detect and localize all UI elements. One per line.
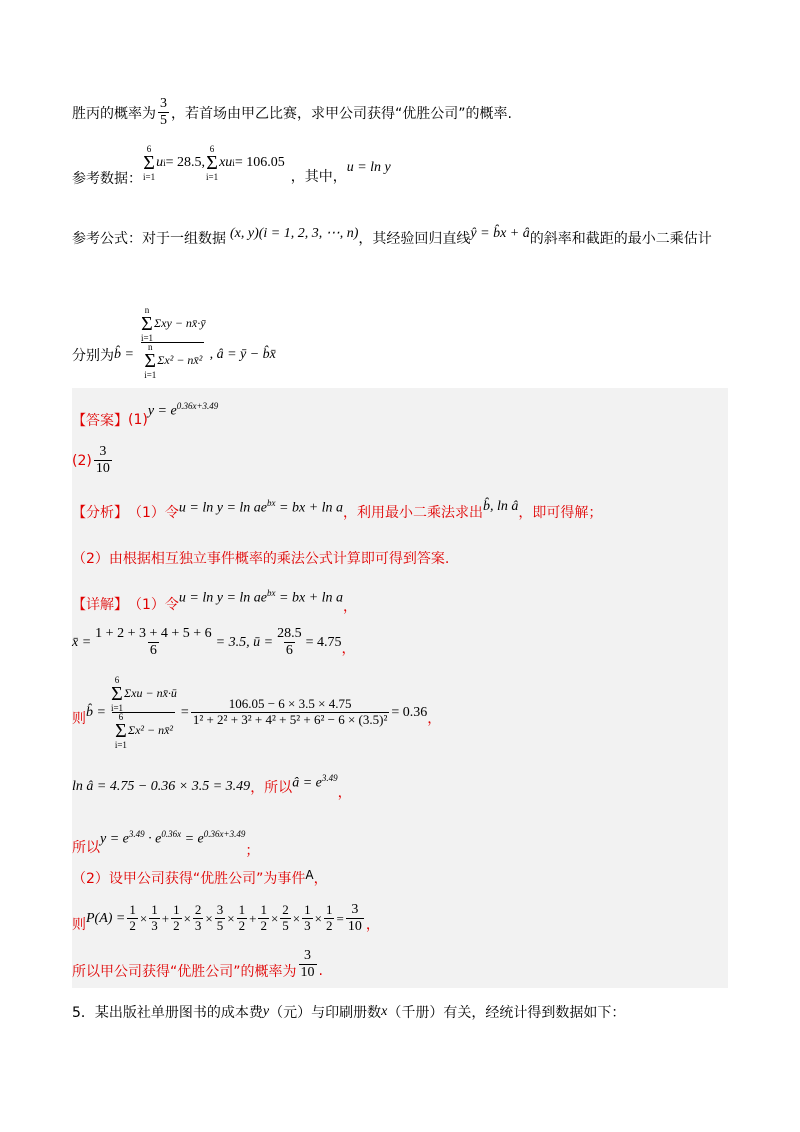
detail-part-2: （2）设甲公司获得“优胜公司”为事件 A ， [72,868,328,887]
detail-y-formula: 所以 $y = e^{3.49} \cdot e^{0.36x} = e^{0.36x+3.49}$ ； [72,828,260,859]
least-squares-estimates: 分别为 b̂ = n Σ i=1 Σxy − nx̄·ȳ n Σ i=1 Σx² − nx̄² , â = ȳ − b̂x̄ [72,305,276,381]
detail-probability: 则 P(A) = $\frac{1}{2}$ × $\frac{1}{3}$ + $\frac{1}{2}$ × $\frac{2}{3}$ × $\frac{3}{5}$ × $\frac{1}{2}$ + $\frac{1}{2}$ × $\frac{2}{5}$ × $\frac{1}{3}$ × $\frac{1}{2}$ = $\frac{3}{10}$ ， [72,902,380,935]
b-hat-fraction: n Σ i=1 Σxy − nx̄·ȳ n Σ i=1 Σx² − nx̄² [140,305,206,381]
answer-line-2: (2) $\frac{3}{10}$ [72,444,110,477]
question-5: 5．某出版社单册图书的成本费 y （元）与印刷册数 x （千册）有关，经统计得到数据如下： [72,1004,626,1021]
detail-means: x̄ = $\frac{1 + 2 + 3 + 4 + 5 + 6}{6}$ = 3.5, ū = $\frac{28.5}{6}$ = 4.75 ， [72,626,356,659]
detail-b-hat: 则 b̂ = 6 Σ i=1 Σxu − nx̄·ū 6 Σ i=1 Σx² − nx̄² = $\frac{106.05 - 6 \times 3.5 \times 4.75}{\text{1² + 2² + 3² + 4² + 5² + 6² − 6 × (3.5)²}}$ = 0.36 ， [72,675,442,751]
answer-part2-fraction: $\frac{3}{10}$ [95,444,110,477]
reference-formula: 参考公式：对于一组数据 (x, y)(i = 1, 2, 3, ⋯, n) ，其经验回归直线 ŷ = b̂x + â 的斜率和截距的最小二乘估计 [72,225,712,247]
reference-data: 参考数据： 6 Σ i=1 u i = 28.5, 6 Σ i=1 xu i = 106.05 ，其中， u = ln y [72,143,391,187]
detail-conclusion: 所以甲公司获得“优胜公司”的概率为 $\frac{3}{10}$ . [72,948,323,981]
analysis-step-2: （2）由根据相互独立事件概率的乘法公式计算即可得到答案. [72,551,450,567]
detail-step-1: 【详解】 （1）令 $u = \ln y = \ln ae^{bx}$ = bx + ln a ， [72,587,358,615]
fraction-three-fifths: $\frac{3}{5}$ [160,96,167,129]
question-continuation: 胜丙的概率为 $\frac{3}{5}$ ，若首场由甲乙比赛，求甲公司获得“优胜公司”的概率. [72,96,512,129]
answer-line-1: 【答案】 (1) $y = e^{0.36x+3.49}$ [72,400,219,429]
detail-ln-a: ln â = 4.75 − 0.36 × 3.5 = 3.49 ，所以 â = $e^{3.49}$ ， [72,772,352,801]
analysis-step-1: 【分析】 （1）令 $u = \ln y = \ln ae^{bx}$ = bx + ln a ，利用最小二乘法求出 b̂, ln â ，即可得解； [72,497,603,521]
reference-data-formula: 6 Σ i=1 u i = 28.5, 6 Σ i=1 xu i = 106.05 [143,143,285,182]
